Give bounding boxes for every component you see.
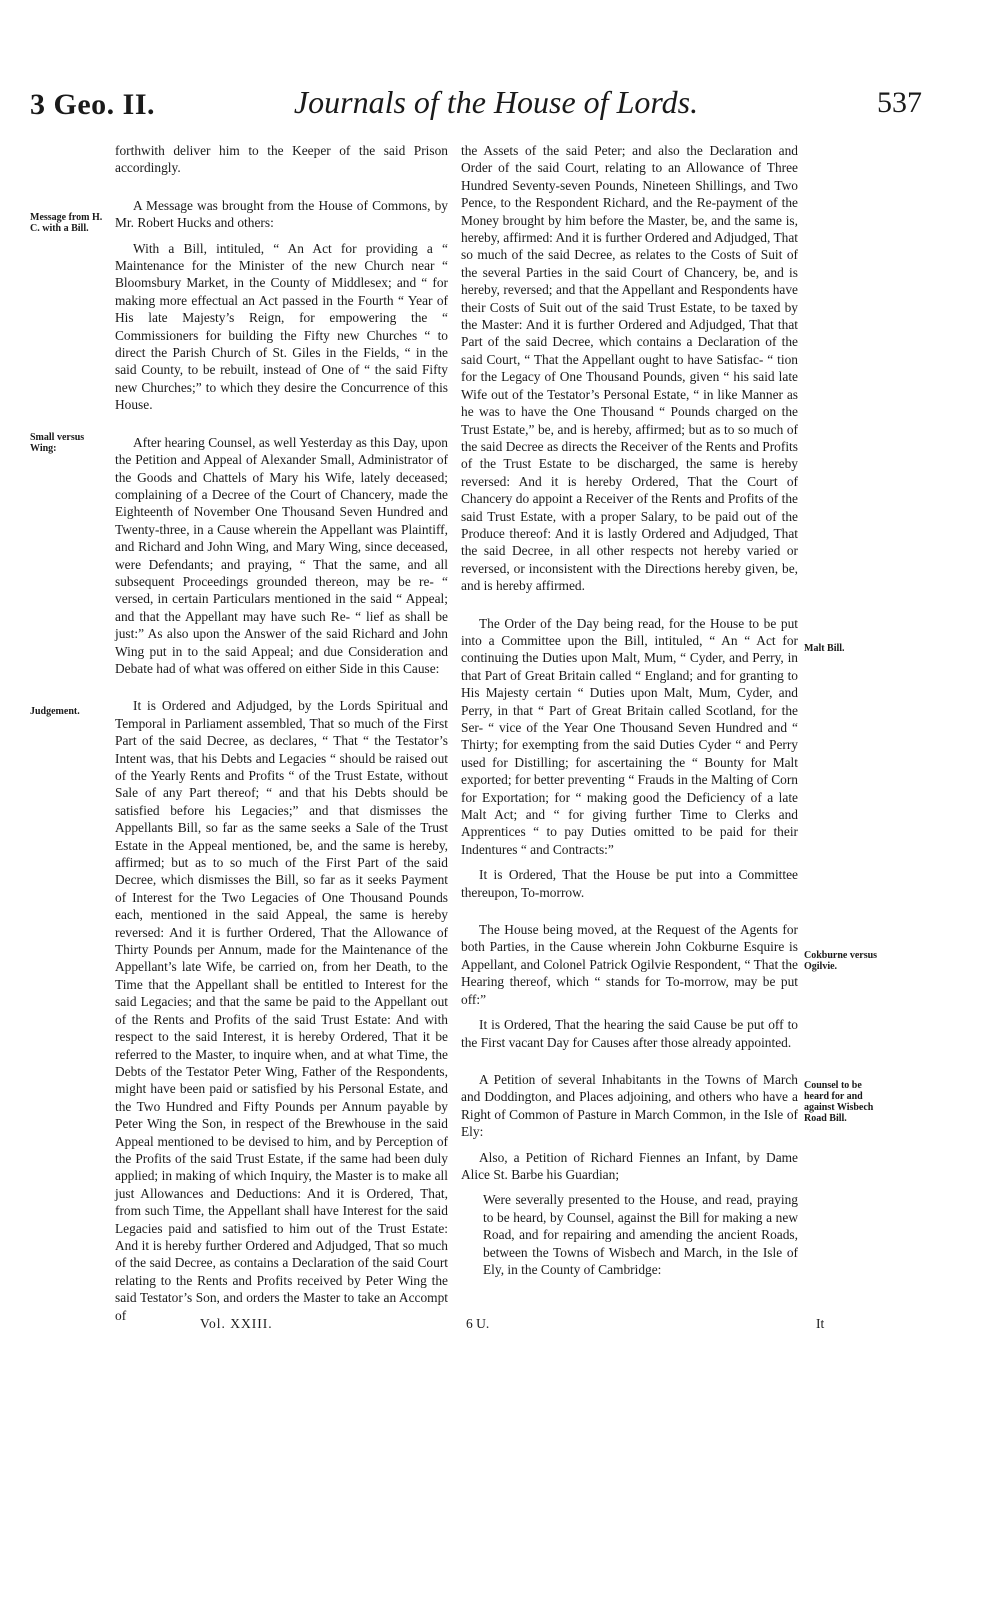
paragraph-presented: Were severally presented to the House, and read, praying to be heard, by Counsel, against the Bill for making a new Road, and for repairing and amending the ancient Roads, between the Towns of Wisbech and March, in the Isle of Ely, in the County of Cambridge: [483, 1192, 798, 1277]
margin-note-judgement: Judgement. [30, 706, 80, 717]
paragraph-petition-fiennes: Also, a Petition of Richard Fiennes an Infant, by Dame Alice St. Barbe his Guardian; [461, 1149, 798, 1182]
paragraph-committee: It is Ordered, That the House be put into a Committee thereupon, To-morrow. [461, 867, 798, 900]
page-number: 537 [877, 86, 922, 119]
margin-note-malt-bill: Malt Bill. [804, 643, 845, 654]
margin-note-message: Message from H. C. with a Bill. [30, 212, 103, 234]
paragraph-message: A Message was brought from the House of Commons, by Mr. Robert Hucks and others: [115, 197, 448, 231]
margin-note-small-wing: Small versus Wing: [30, 432, 85, 454]
paragraph-appeal: After hearing Counsel, as well Yesterday as this Day, upon the Petition and Appeal of Alexander Small, Administrator of the Goods and Chattels of Mary his Wife, lately deceased; complaining of a Decree of the Court of Chancery, made the Eighteenth of November One Thousand Seven Hundred and Twenty-three, in a Cause wherein the Appellant was Plaintiff, and Richard and John Wing, and Mary Wing, since deceased, were Defendants; and praying, “ That the same, and all subsequent Proceedings grounded thereon, may be re- “ versed, in certain Particulars mentioned in the said “ Appeal; and that the Appellant may have such Re- “ lief as shall be just:” As also upon the Answer of the said Richard and John Wing put in to the said Appeal; and due Consideration and Debate had of what was offered on either Side in this Cause: [115, 434, 448, 676]
running-head-left: 3 Geo. II. [30, 88, 155, 121]
paragraph-assets: the Assets of the said Peter; and also the Declaration and Order of the said Court, relating to an Allowance of Three Hundred Seventy-seven Pounds, Nineteen Shillings, and Two Pence, to the Respondent Richard, and the Re-payment of the Money brought by him before the Master, be, and the same is, hereby, affirmed: And it is further Ordered and Adjudged, That so much of the said Decree, as relates to the Costs of Suit of the several Parties in the said Court of Chancery, be, and is hereby, reversed; and that the Appellant and Respondents have their Costs of Suit out of the said Trust Estate, to be taxed by the Master: And it is further Ordered and Adjudged, That that Part of the said Decree, which contains a Declaration of the said Court, “ That the Appellant ought to have Satisfac- “ tion for the Legacy of One Thousand Pounds, given “ his said late Wife out of the Testator’s Personal Estate, “ in like Manner as he was to have the One Thousand “ Pounds charged on the Trust Estate,” be, and is hereby, affirmed; but as to so much of the said Decree as directs the Receiver of the Rents and Profits of the Trust Estate to be discharged, the same is hereby reversed: And it is hereby Ordered, That the Court of Chancery do appoint a Receiver of the Rents and Profits of the said Trust Estate, with a proper Salary, to be paid out of the Produce thereof: And it is lastly Ordered and Adjudged, That the said Decree, in all other respects not hereby varied or reversed, or inconsistent with the Directions hereby given, be, and is hereby affirmed. [461, 143, 798, 594]
margin-note-cokburne: Cokburne versus Ogilvie. [804, 950, 878, 972]
paragraph-judgement: It is Ordered and Adjudged, by the Lords Spiritual and Temporal in Parliament assembled, That so much of the First Part of the said Decree, as declares, “ That “ the Testator’s Intent was, that his Debts and Legacies “ should be raised out of the Yearly Rents and Profits “ of the Trust Estate, without Sale of any Part thereof; “ and that his Debts should be satisfied before his Legacies;” and that dismisses the Appellants Bill, so far as the same seeks a Sale of the Trust Estate in the Appeal mentioned, be, and the same is hereby, affirmed; but as to so much of the First Part of the said Decree, which dismisses the Bill, so far as it seeks Payment of Interest for the Two Legacies of One Thousand Pounds each, mentioned in the said Appeal, the same is hereby reversed: And it is further Ordered, That the Allowance of Thirty Pounds per Annum, made for the Maintenance of the Appellant’s late Wife, be carried on, from her Death, to the Time that the Appellant shall be entitled to Interest for the said Legacies; and that the same be paid to the Appellant out of the Rents and Profits of the said Trust Estate: And with respect to the said Interest, it is hereby Ordered, That it be referred to the Master, to inquire when, and at what Time, the Debts of the Testator Peter Wing, Father of the Respondents, might have been paid or satisfied by his Personal Estate, and the Two Hundred and Fifty Pounds per Annum payable by Peter Wing the Son, in respect of the Brewhouse in the said Appeal mentioned to be devised to him, and by Perception of the Profits of the said Trust Estate, if the same had been duly applied; in making of which Inquiry, the Master is to make all just Allowances and Deductions: And it is Ordered, That, from such Time, the Appellant shall have Interest for the said Legacies paid and satisfied to him out of the Trust Estate: And it is hereby further Ordered and Adjudged, That so much of the said Decree, as contains a Declaration of the said Court relating to the Rents and Profits received by Peter Wing the said Testator’s Son, and orders the Master to take an Accompt of [115, 698, 448, 1323]
right-column [461, 142, 798, 1278]
running-head-title: Journals of the House of Lords. [293, 84, 699, 120]
paragraph-put-off: It is Ordered, That the hearing the said Cause be put off to the First vacant Day for Causes after those already appointed. [461, 1017, 798, 1050]
paragraph-cokburne: The House being moved, at the Request of the Agents for both Parties, in the Cause wherein John Cokburne Esquire is Appellant, and Colonel Patrick Ogilvie Respondent, “ That the Hearing thereof, which “ stands for To-morrow, may be put off:” [461, 922, 798, 1007]
catchword: It [816, 1316, 825, 1331]
margin-note-counsel: Counsel to be heard for and against Wisbech Road Bill. [804, 1080, 874, 1124]
volume-signature: Vol. XXIII. [200, 1316, 273, 1331]
paragraph-bill: With a Bill, intituled, “ An Act for providing a “ Maintenance for the Minister of the new Church near “ Bloomsbury Market, in the County of Middlesex; and “ for making more effectual an Act passed in the Fourth “ Year of His late Majesty’s Reign, for empowering the “ Commissioners for building the Fifty new Churches “ to direct the Parish Church of St. Giles in the Fields, “ in the said County, to be rebuilt, instead of One of “ the said Fifty new Churches;” to which they desire the Concurrence of this House. [115, 240, 448, 413]
left-column [115, 142, 448, 1324]
paragraph-prison: forthwith deliver him to the Keeper of the said Prison accordingly. [115, 143, 448, 176]
sheet-signature: 6 U. [466, 1316, 490, 1331]
paragraph-malt-bill: The Order of the Day being read, for the House to be put into a Committee upon the Bill, intituled, “ An “ Act for continuing the Duties upon Malt, Mum, “ Cyder, and Perry, in that Part of Great Britain called “ England; and for granting to His Majesty certain “ Duties upon Malt, Mum, Cyder, and Perry, in that “ Part of Great Britain called Scotland, for the Ser- “ vice of the Year One Thousand Seven Hundred and “ Thirty; for exempting from the said Duties Cyder “ and Perry used for Distilling; for ascertaining the “ Bounty for Malt exported; for better preventing “ Frauds in the Malting of Corn for Exportation; for “ making good the Deficiency of a late Malt Act; and “ for giving further Time to Clerks and Apprentices “ to pay Duties omitted to be paid for their Indentures “ and Contracts:” [461, 615, 798, 857]
paragraph-petition-inhabitants: A Petition of several Inhabitants in the Towns of March and Doddington, and Places adjoining, and others who have a Right of Common of Pasture in March Common, in the Isle of Ely: [461, 1071, 798, 1140]
